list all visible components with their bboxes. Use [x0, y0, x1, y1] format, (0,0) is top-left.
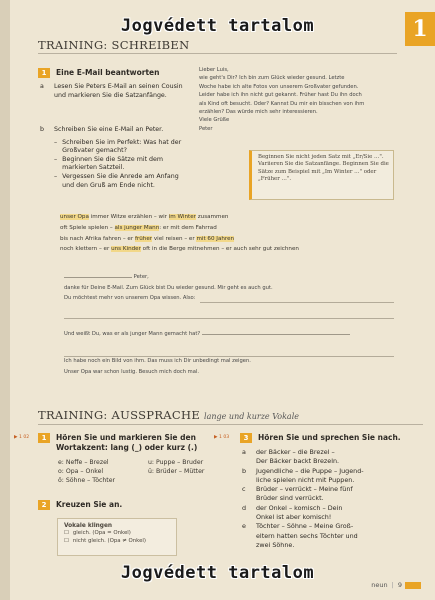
email-text: [199, 66, 399, 133]
task-a: [40, 83, 190, 100]
email-line: Viele Grüße: [199, 117, 230, 124]
letter-line: Ich habe noch ein Bild von ihm. Das muss ich Dir unbedingt mal zeigen.: [64, 358, 251, 364]
sentence-item: d der Onkel – komisch – Dein Onkel ist aber komisch!: [242, 503, 343, 522]
sentence-list: [242, 448, 392, 550]
section-title-schreiben: TRAINING: SCHREIBEN: [38, 38, 190, 52]
story-line: bis nach Afrika fahren – er früher viel reisen – er mit 60 Jahren: [60, 235, 235, 242]
task-b: [40, 126, 190, 190]
audio-track-2[interactable]: ▶ 1 03: [214, 435, 230, 440]
section-title-aussprache: TRAINING: AUSSPRACHE lange und kurze Vokale: [38, 408, 299, 422]
checkbox-icon[interactable]: ☐: [64, 537, 69, 544]
email-line: als Kind oft besucht. Oder? Kannst Du mir ein bisschen von ihm: [199, 100, 365, 107]
writing-line[interactable]: [200, 302, 394, 303]
vowel-box: [57, 518, 177, 556]
checkbox-row[interactable]: ☐ gleich. (Opa = Onkel): [64, 530, 131, 537]
checkbox-icon[interactable]: ☐: [64, 530, 69, 537]
watermark-top: Jogvédett tartalom: [120, 16, 315, 36]
chapter-marker: [405, 582, 421, 589]
story-prompts: [60, 212, 390, 255]
page-gutter: [0, 0, 10, 600]
sentence-item: b Jugendliche – die Puppe – Jugend- liche spielen nicht mit Puppen.: [242, 466, 364, 484]
email-line: Peter: [199, 125, 213, 132]
sentence-item: a der Bäcker – die Brezel – Der Bäcker backt Brezeln.: [242, 448, 340, 466]
word-pairs-left: e: Neffe – Brezel o: Opa – Onkel ö: Söhne – Töchter: [58, 459, 116, 484]
sentence-item: e Töchter – Söhne – Meine Groß- eltern hatten sechs Töchter und: [242, 522, 358, 540]
task-heading: 2 Kreuzen Sie an.: [38, 500, 122, 510]
task-number: 1: [38, 68, 50, 78]
section-rule: [38, 424, 423, 425]
email-line: Woche habe ich alte Fotos von unserem Großvater gefunden.: [199, 83, 359, 90]
letter-line: Du möchtest mehr von unserem Opa wissen. Also:: [64, 295, 196, 301]
bullet-item: – Vergessen Sie die Anrede am Anfang und den Gruß am Ende nicht.: [54, 172, 179, 189]
story-line: oft Spiele spielen – als junger Mann: er mit dem Fahrrad: [60, 224, 217, 231]
word-pairs-right: u: Puppe – Bruder ü: Brüder – Mütter: [148, 459, 205, 475]
email-line: Leider habe ich ihn nicht gut gekannt. Früher hast Du ihn doch: [199, 92, 362, 99]
task-heading: [38, 68, 159, 78]
item-label: a: [40, 83, 44, 90]
page-word: neun: [371, 581, 388, 589]
tip-box: Beginnen Sie nicht jeden Satz mit „Er/Sie …". Variieren Sie die Satzanfänge. Beginnen Sie die Sätze zum Beispiel mit „Im Winter …" oder „Früher …".: [249, 150, 394, 200]
task-title: Eine E-Mail beantworten: [56, 68, 160, 77]
sentence-item: zwei Söhne.: [256, 540, 295, 549]
task-heading: 1 Hören Sie und markieren Sie den Wortakzent: lang (_) oder kurz (.): [38, 433, 197, 453]
section-subtitle: lange und kurze Vokale: [204, 412, 299, 421]
audio-track-1[interactable]: ▶ 1 02: [14, 435, 30, 440]
letter-line: danke für Deine E-Mail. Zum Glück bist Du wieder gesund. Mir geht es auch gut.: [64, 285, 273, 291]
page-number: 9: [397, 581, 402, 589]
task-number: 2: [38, 500, 50, 510]
item-text: Schreiben Sie eine E-Mail an Peter.: [54, 126, 164, 133]
task-number: 1: [38, 433, 50, 443]
writing-line[interactable]: [64, 356, 394, 357]
item-label: b: [40, 126, 44, 133]
story-line: noch klettern – er uns Kinder oft in die Berge mitnehmen – er auch sehr gut zeichnen: [60, 246, 299, 253]
email-line: erzählen? Das würde mich sehr interessieren.: [199, 109, 318, 116]
checkbox-row[interactable]: ☐ nicht gleich. (Opa ≠ Onkel): [64, 537, 147, 544]
writing-line[interactable]: [64, 318, 394, 319]
task-number: 3: [240, 433, 252, 443]
task-heading: 3 Hören Sie und sprechen Sie nach.: [240, 433, 401, 443]
email-line: wie geht's Dir? Ich bin zum Glück wieder gesund. Letzte: [199, 75, 345, 82]
watermark-bottom: Jogvédett tartalom: [120, 563, 315, 583]
sentence-item: c Brüder – verrückt – Meine fünf Brüder sind verrückt.: [242, 485, 353, 503]
section-rule: [38, 53, 397, 54]
bullet-item: – Schreiben Sie im Perfekt: Was hat der Großvater gemacht?: [54, 138, 182, 155]
item-text: Lesen Sie Peters E-Mail an seinen Cousin und markieren Sie die Satzanfänge.: [54, 83, 183, 99]
letter-line: Unser Opa war schon lustig. Besuch mich doch mal.: [64, 369, 200, 375]
bullet-item: – Beginnen Sie die Sätze mit dem markierten Satzteil.: [54, 155, 164, 172]
email-line: Lieber Luis,: [199, 67, 229, 73]
letter-line: Und weißt Du, was er als junger Mann gemacht hat?: [64, 331, 394, 337]
chapter-tab: 1: [405, 12, 435, 46]
letter-greeting: Peter,: [64, 274, 394, 280]
vowel-box-title: Vokale klingen: [64, 523, 113, 529]
page-footer: neun | 9: [371, 581, 421, 589]
story-line: unser Opa immer Witze erzählen – wir im Winter zusammen: [60, 214, 229, 220]
